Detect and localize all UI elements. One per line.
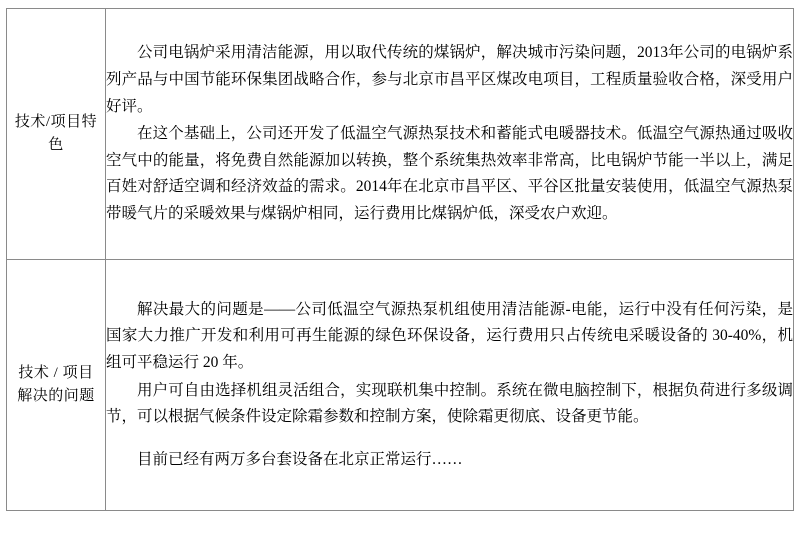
paragraph: 公司电锅炉采用清洁能源，用以取代传统的煤锅炉，解决城市污染问题，2013年公司的电锅炉系列产品与中国节能环保集团战略合作，参与北京市昌平区煤改电项目，工程质量验收合格，深受用户好评。: [106, 44, 793, 115]
row-label-problems-solved: [7, 260, 106, 511]
table-row: [7, 260, 794, 511]
paragraph: 目前已经有两万多台套设备在北京正常运行……: [137, 450, 463, 468]
row-content-technology-features: [106, 9, 794, 260]
table-row: [7, 9, 794, 260]
paragraph: 在这个基础上，公司还开发了低温空气源热泵技术和蓄能式电暖器技术。低温空气源热通过吸收空气中的能量，将免费自然能源加以转换，整个系统集热效率非常高，比电锅炉节能一半以上，满足百姓对舒适空调和经济效益的需求。2014年在北京市昌平区、平谷区批量安装使用，低温空气源热泵带暖气片的采暖效果与煤锅炉相同，运行费用比煤锅炉低，深受农户欢迎。: [106, 125, 793, 223]
paragraph: 解决最大的问题是——公司低温空气源热泵机组使用清洁能源-电能，运行中没有任何污染，是国家大力推广开发和利用可再生能源的绿色环保设备，运行费用只占传统电采暖设备的 30-40%，机组可平稳运行 20 年。: [106, 300, 793, 371]
content-table: [6, 8, 794, 511]
row-label-text: 技术/项目特色: [14, 113, 98, 153]
row-label-technology-features: [7, 9, 106, 260]
paragraph: 用户可自由选择机组灵活组合，实现联机集中控制。系统在微电脑控制下，根据负荷进行多级调节，可以根据气候条件设定除霜参数和控制方案，使除霜更彻底、设备更节能。: [106, 381, 793, 426]
table-body: [7, 9, 794, 511]
row-content-problems-solved: [106, 260, 794, 511]
row-label-text: 技术 / 项目解决的问题: [17, 364, 95, 404]
